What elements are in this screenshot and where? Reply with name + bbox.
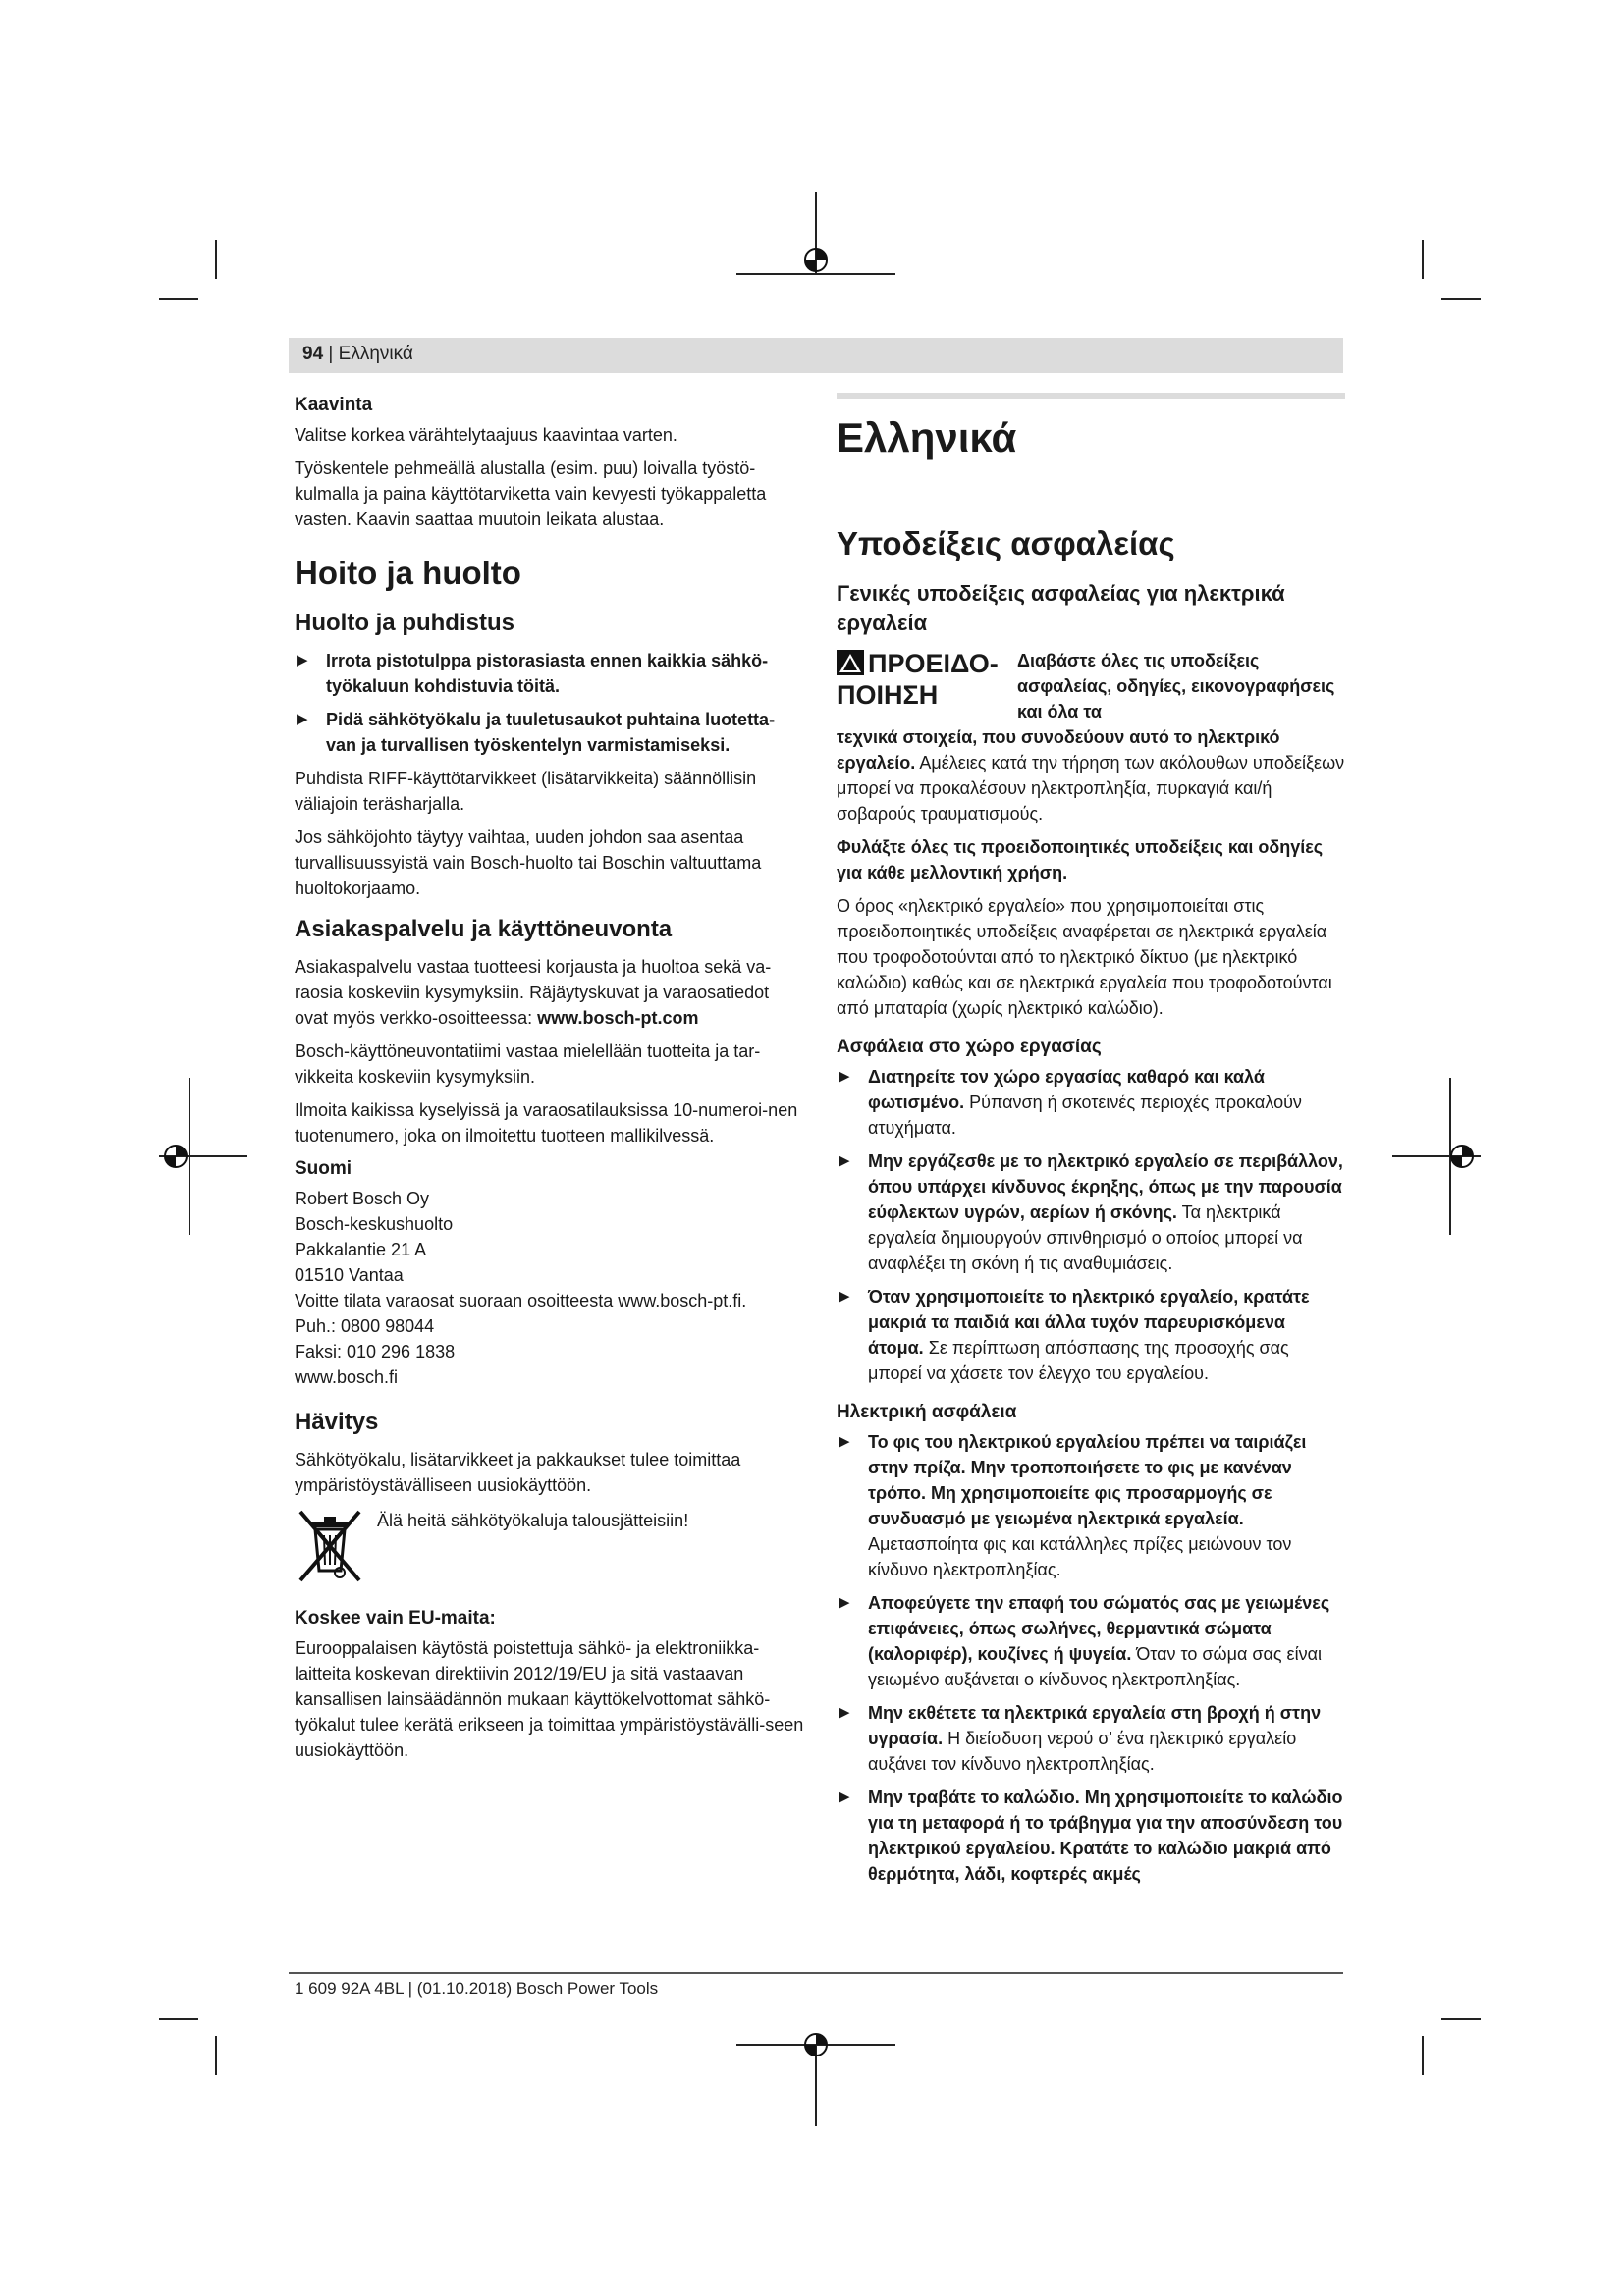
arrow-bullet-icon: ▶ — [839, 1594, 850, 1611]
asiakas-paragraph-2: Bosch-käyttöneuvontatiimi vastaa mielellään tuotteita ja tar-vikkeita koskeviin kysymyksiin. — [295, 1041, 761, 1087]
page-header — [289, 338, 1343, 373]
asiakas-paragraph-3: Ilmoita kaikissa kyselyissä ja varaosatilauksissa 10-numeroi-nen tuotenumero, joka on ilmoitettu tuotteen mallikilvessä. — [295, 1100, 798, 1146]
language-title: Ελληνικά — [837, 414, 1017, 460]
header-separator: | — [328, 344, 334, 364]
left-column — [295, 393, 805, 1771]
term-paragraph: Ο όρος «ηλεκτρικό εργαλείο» που χρησιμοποιείται στις προειδοποιητικές υποδείξεις αναφέρεται σε ηλεκτρικά εργαλεία που τροφοδοτούνται από το ηλεκτρικό δίκτυο (με ηλεκτρικό καλώδιο) καθώς και σε ηλεκτρικά εργαλεία που τροφοδοτούνται από μπαταρία (χωρίς ηλεκτρικό καλώδιο). — [837, 896, 1332, 1018]
footer-divider — [289, 1972, 1343, 1974]
address-line: www.bosch.fi — [295, 1367, 399, 1387]
arrow-bullet-icon: ▶ — [839, 1704, 850, 1721]
crop-mark — [215, 240, 217, 279]
warning-label: ΠΡΟΕΙΔΟ-ΠΟΙΗΣΗ — [837, 649, 999, 710]
kaavinta-heading: Kaavinta — [295, 395, 373, 415]
maintenance-list — [295, 648, 805, 758]
eu-heading: Koskee vain EU-maita: — [295, 1608, 496, 1629]
right-column — [837, 393, 1345, 1895]
list-item: ▶ Όταν χρησιμοποιείτε το ηλεκτρικό εργαλείο, κρατάτε μακριά τα παιδιά και άλλα τυχόν παρευρισκόμενα άτομα. Σε περίπτωση απόσπασης της προσοχής σας μπορεί να χάσετε τον έλεγχο του εργαλείου. — [837, 1284, 1345, 1386]
cord-paragraph: Jos sähköjohto täytyy vaihtaa, uuden johdon saa asentaa turvallisuussyistä vain Bosch-huolto tai Boschin valtuuttama huoltokorjaamo. — [295, 828, 762, 898]
address-line: Bosch-keskushuolto — [295, 1214, 454, 1234]
address-block — [295, 1186, 805, 1390]
arrow-bullet-icon: ▶ — [839, 1433, 850, 1450]
list-item: ▶ Irrota pistotulppa pistorasiasta ennen kaikkia sähkö-työkaluun kohdistuvia töitä. — [295, 648, 805, 699]
warning-triangle-icon — [837, 650, 864, 675]
arrow-bullet-icon: ▶ — [839, 1789, 850, 1805]
address-line: 01510 Vantaa — [295, 1265, 404, 1285]
list-item: ▶ Μην τραβάτε το καλώδιο. Μη χρησιμοποιείτε το καλώδιο για τη μεταφορά ή το τράβηγμα για την αποσύνδεση του ηλεκτρικού εργαλείου. Κρατάτε το καλώδιο μακριά από θερμότητα, λάδι, κοφτερές ακμές — [837, 1785, 1345, 1887]
keep-instructions: Φυλάξτε όλες τις προειδοποιητικές υποδείξεις και οδηγίες για κάθε μελλοντική χρήση. — [837, 837, 1324, 882]
list-item: ▶ Διατηρείτε τον χώρο εργασίας καθαρό και καλά φωτισμένο. Ρύπανση ή σκοτεινές περιοχές προκαλούν ατυχήματα. — [837, 1064, 1345, 1141]
havitys-paragraph: Sähkötyökalu, lisätarvikkeet ja pakkaukset tulee toimittaa ympäristöystävälliseen uusiokäyttöön. — [295, 1450, 741, 1495]
arrow-bullet-icon: ▶ — [297, 711, 308, 727]
registration-mark-icon — [803, 2032, 829, 2057]
warning-block — [837, 648, 1345, 724]
list-item: ▶ Αποφεύγετε την επαφή του σώματός σας με γειωμένες επιφάνειες, όπως σωλήνες, θερμαντικά σώματα (καλοριφέρ), κουζίνες ή ψυγεία. Όταν το σώμα σας είναι γειωμένο αυξάνεται ο κίνδυνος ηλεκτροπληξίας. — [837, 1590, 1345, 1692]
havitys-heading: Hävitys — [295, 1409, 379, 1435]
registration-mark-icon — [1449, 1144, 1475, 1169]
hoito-heading: Hoito ja huolto — [295, 555, 521, 591]
list-item: ▶ Μην εργάζεσθε με το ηλεκτρικό εργαλείο σε περιβάλλον, όπου υπάρχει κίνδυνος έκρηξης, όπως με την παρουσία εύφλεκτων υγρών, αερίων ή σκόνης. Τα ηλεκτρικά εργαλεία δημιουργούν σπινθηρισμό ο οποίος μπορεί να αναφλέξει τη σκόνη ή τις αναθυμιάσεις. — [837, 1148, 1345, 1276]
language-divider — [837, 393, 1345, 399]
asiakaspalvelu-heading: Asiakaspalvelu ja käyttöneuvonta — [295, 916, 673, 942]
weee-text: Älä heitä sähkötyökaluja talousjätteisiin! — [377, 1511, 689, 1530]
bosch-pt-link[interactable]: www.bosch-pt.com — [537, 1008, 699, 1028]
crop-mark — [1441, 298, 1481, 300]
workarea-list — [837, 1064, 1345, 1386]
list-item: ▶ Μην εκθέτετε τα ηλεκτρικά εργαλεία στη βροχή ή στην υγρασία. Η διείσδυση νερού σ' ένα ηλεκτρικό εργαλείο αυξάνει τον κίνδυνο ηλεκτροπληξίας. — [837, 1700, 1345, 1777]
crop-mark — [159, 2018, 198, 2020]
page-number: 94 — [302, 344, 324, 364]
crop-mark — [159, 298, 198, 300]
electric-heading: Ηλεκτρική ασφάλεια — [837, 1402, 1017, 1422]
registration-mark-icon — [803, 247, 829, 273]
address-line: Puh.: 0800 98044 — [295, 1316, 435, 1336]
arrow-bullet-icon: ▶ — [839, 1288, 850, 1305]
registration-mark-icon — [163, 1144, 189, 1169]
address-line: Voitte tilata varaosat suoraan osoitteesta www.bosch-pt.fi. — [295, 1291, 747, 1310]
footer-text: 1 609 92A 4BL | (01.10.2018) Bosch Power Tools — [295, 1979, 659, 1998]
warning-continuation: τεχνικά στοιχεία, που συνοδεύουν αυτό το ηλεκτρικό εργαλείο. Αμέλειες κατά την τήρηση των ακόλουθων υποδείξεων μπορεί να προκαλέσουν ηλεκτροπληξία, πυρκαγιά και/ή σοβαρούς τραυματισμούς. — [837, 727, 1345, 824]
arrow-bullet-icon: ▶ — [839, 1068, 850, 1085]
weee-notice — [295, 1506, 805, 1586]
warning-intro: Διαβάστε όλες τις υποδείξεις ασφαλείας, οδηγίες, εικονογραφήσεις και όλα τα — [1017, 651, 1335, 721]
kaavinta-paragraph-2: Työskentele pehmeällä alustalla (esim. puu) loivalla työstö-kulmalla ja paina käyttötarviketta vain kevyesti työkappaletta vasten. Kaavin saattaa muutoin leikata alustaa. — [295, 458, 767, 529]
crop-mark — [1422, 2036, 1424, 2075]
header-text — [302, 344, 413, 365]
header-language: Ελληνικά — [338, 344, 413, 364]
arrow-bullet-icon: ▶ — [839, 1152, 850, 1169]
workarea-heading: Ασφάλεια στο χώρο εργασίας — [837, 1037, 1102, 1057]
asiakas-paragraph-1: Asiakaspalvelu vastaa tuotteesi korjausta ja huoltoa sekä va-raosia koskeviin kysymyksiin. Räjäytyskuvat ja varaosatiedot ovat myös verkko-osoitteessa: www.bosch-pt.com — [295, 957, 772, 1028]
general-safety-heading: Γενικές υποδείξεις ασφαλείας για ηλεκτρικά εργαλεία — [837, 581, 1285, 635]
crossed-out-bin-icon — [295, 1506, 365, 1586]
riff-paragraph: Puhdista RIFF-käyttötarvikkeet (lisätarvikkeita) säännöllisin väliajoin teräsharjalla. — [295, 769, 757, 814]
address-line: Robert Bosch Oy — [295, 1189, 430, 1208]
kaavinta-paragraph-1: Valitse korkea värähtelytaajuus kaavintaa varten. — [295, 425, 677, 445]
huolto-heading: Huolto ja puhdistus — [295, 610, 514, 636]
safety-heading: Υποδείξεις ασφαλείας — [837, 525, 1175, 561]
list-item: ▶ Pidä sähkötyökalu ja tuuletusaukot puhtaina luotetta-van ja turvallisen työskentelyn varmistamiseksi. — [295, 707, 805, 758]
crop-mark — [1422, 240, 1424, 279]
eu-paragraph: Eurooppalaisen käytöstä poistettuja sähkö- ja elektroniikka-laitteita koskevan direktiivin 2012/19/EU ja sitä vastaavan kansallisen lainsäädännön mukaan käyttökelvottomat sähkö-työkalut tulee kerätä erikseen ja toimittaa ympäristöystävälli-seen uusiokäyttöön. — [295, 1638, 804, 1760]
crop-mark — [1441, 2018, 1481, 2020]
address-line: Faksi: 010 296 1838 — [295, 1342, 456, 1362]
list-item: ▶ Το φις του ηλεκτρικού εργαλείου πρέπει να ταιριάζει στην πρίζα. Μην τροποποιήσετε το φις με κανέναν τρόπο. Μη χρησιμοποιείτε φις προσαρμογής σε συνδυασμό με γειωμένα ηλεκτρικά εργαλεία. Αμετασποίητα φις και κατάλληλες πρίζες μειώνουν τον κίνδυνο ηλεκτροπληξίας. — [837, 1429, 1345, 1582]
electric-list — [837, 1429, 1345, 1887]
crop-mark — [215, 2036, 217, 2075]
address-line: Pakkalantie 21 A — [295, 1240, 427, 1259]
suomi-heading: Suomi — [295, 1158, 352, 1179]
arrow-bullet-icon: ▶ — [297, 652, 308, 668]
